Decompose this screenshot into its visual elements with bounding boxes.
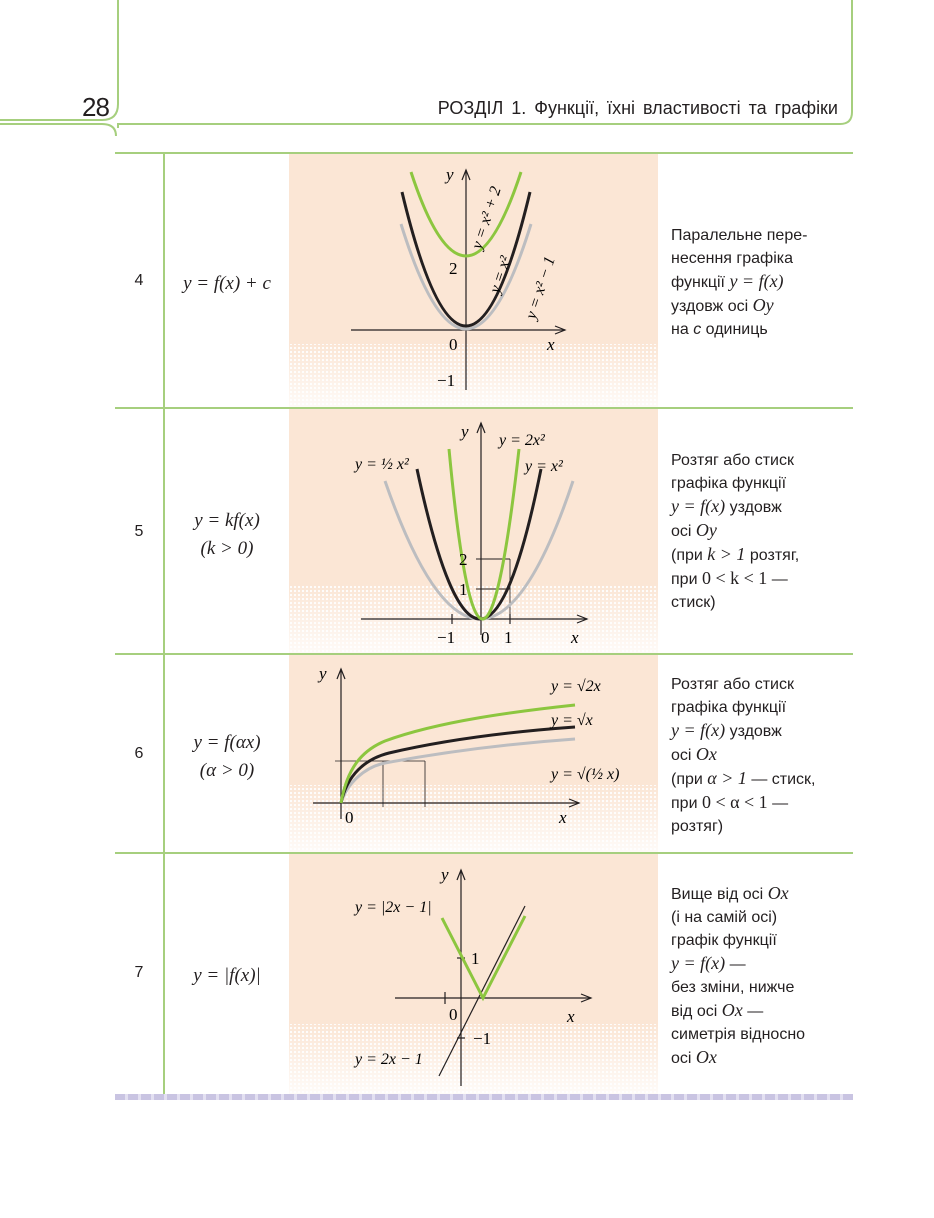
graph-vertical-shift [289, 154, 658, 408]
row-number: 4 [134, 272, 144, 289]
curve-label-x2-minus-1: y = x² − 1 [522, 254, 559, 322]
origin-label: 0 [449, 335, 458, 354]
curve-label-half-x2: y = ½ x² [355, 456, 409, 473]
graph-horizontal-stretch [289, 655, 658, 853]
row-number: 6 [134, 745, 144, 762]
curve-label-x2-plus-2: y = x² + 2 [468, 184, 505, 252]
origin-label: 0 [481, 628, 490, 647]
description: Вище від осі Ox (і на самій осі) графік функції y = f(x) — без зміни, нижче від осі Ox — симетрія відносно осі Ox [671, 883, 806, 1067]
graph-panel [289, 854, 658, 1094]
graph-panel [289, 655, 658, 853]
running-head: РОЗДІЛ 1. Функції, їхні властивості та графіки [437, 98, 838, 118]
description: Розтяг або стиск графіка функції y = f(x) уздовж осі Oy (при k > 1 розтяг, при 0 < k < 1 — стиск) [671, 452, 800, 611]
x-axis-label: x [567, 1007, 575, 1026]
tick-label-y1: 1 [459, 580, 468, 599]
table-row [115, 407, 853, 655]
x-axis-label: x [547, 335, 555, 354]
formula: y = |f(x)| [193, 965, 261, 986]
graph-panel [289, 154, 658, 408]
description: Розтяг або стиск графіка функції y = f(x) уздовж осі Ox (при α > 1 — стиск, при 0 < α < 1 — розтяг) [671, 676, 816, 835]
curve-label-2x2: y = 2x² [499, 432, 545, 449]
column-divider [163, 653, 165, 853]
row-number: 5 [134, 523, 144, 540]
x-axis-label: x [559, 808, 567, 827]
graph-vertical-stretch [289, 409, 658, 655]
tick-label-minus-1: −1 [437, 628, 456, 647]
table-bottom-rule [115, 1094, 853, 1100]
tick-label-minus-1: −1 [437, 371, 456, 390]
curve-label-line: y = 2x − 1 [355, 1051, 423, 1068]
y-axis-label: y [461, 422, 469, 441]
tick-label-minus-1: −1 [473, 1029, 492, 1048]
curve-label-sqrt-2x: y = √2x [551, 678, 601, 695]
row-number: 7 [134, 964, 144, 981]
column-divider [163, 407, 165, 655]
column-divider [163, 852, 165, 1094]
y-axis-label: y [446, 165, 454, 184]
description: Паралельне пере- несення графіка функції y = f(x) уздовж осі Oy на c одиниць [671, 227, 808, 338]
curve-label-sqrt-x: y = √x [551, 712, 593, 729]
curve-label-x2: y = x² [486, 254, 515, 296]
formula: y = f(x) + c [183, 273, 271, 294]
page-number: 28 [82, 92, 109, 122]
origin-label: 0 [449, 1005, 458, 1024]
curve-label-sqrt-half-x: y = √(½ x) [551, 766, 620, 783]
curve-label-abs: y = |2x − 1| [355, 899, 432, 916]
y-axis-label: y [441, 865, 449, 884]
table-row [115, 653, 853, 853]
page-frame [0, 0, 934, 160]
tick-label-1: 1 [471, 949, 480, 968]
y-axis-label: y [319, 664, 327, 683]
table-row [115, 152, 853, 408]
graph-absolute-value [289, 854, 658, 1094]
curve-label-x2: y = x² [525, 458, 563, 475]
tick-label-1: 1 [504, 628, 513, 647]
column-divider [163, 152, 165, 408]
tick-label-2: 2 [449, 259, 458, 278]
tick-label-y2: 2 [459, 550, 468, 569]
formula: y = kf(x) (k > 0) [194, 510, 260, 559]
formula: y = f(αx) (α > 0) [193, 732, 261, 781]
x-axis-label: x [571, 628, 579, 647]
origin-label: 0 [345, 808, 354, 827]
graph-panel [289, 409, 658, 655]
table-row [115, 852, 853, 1094]
